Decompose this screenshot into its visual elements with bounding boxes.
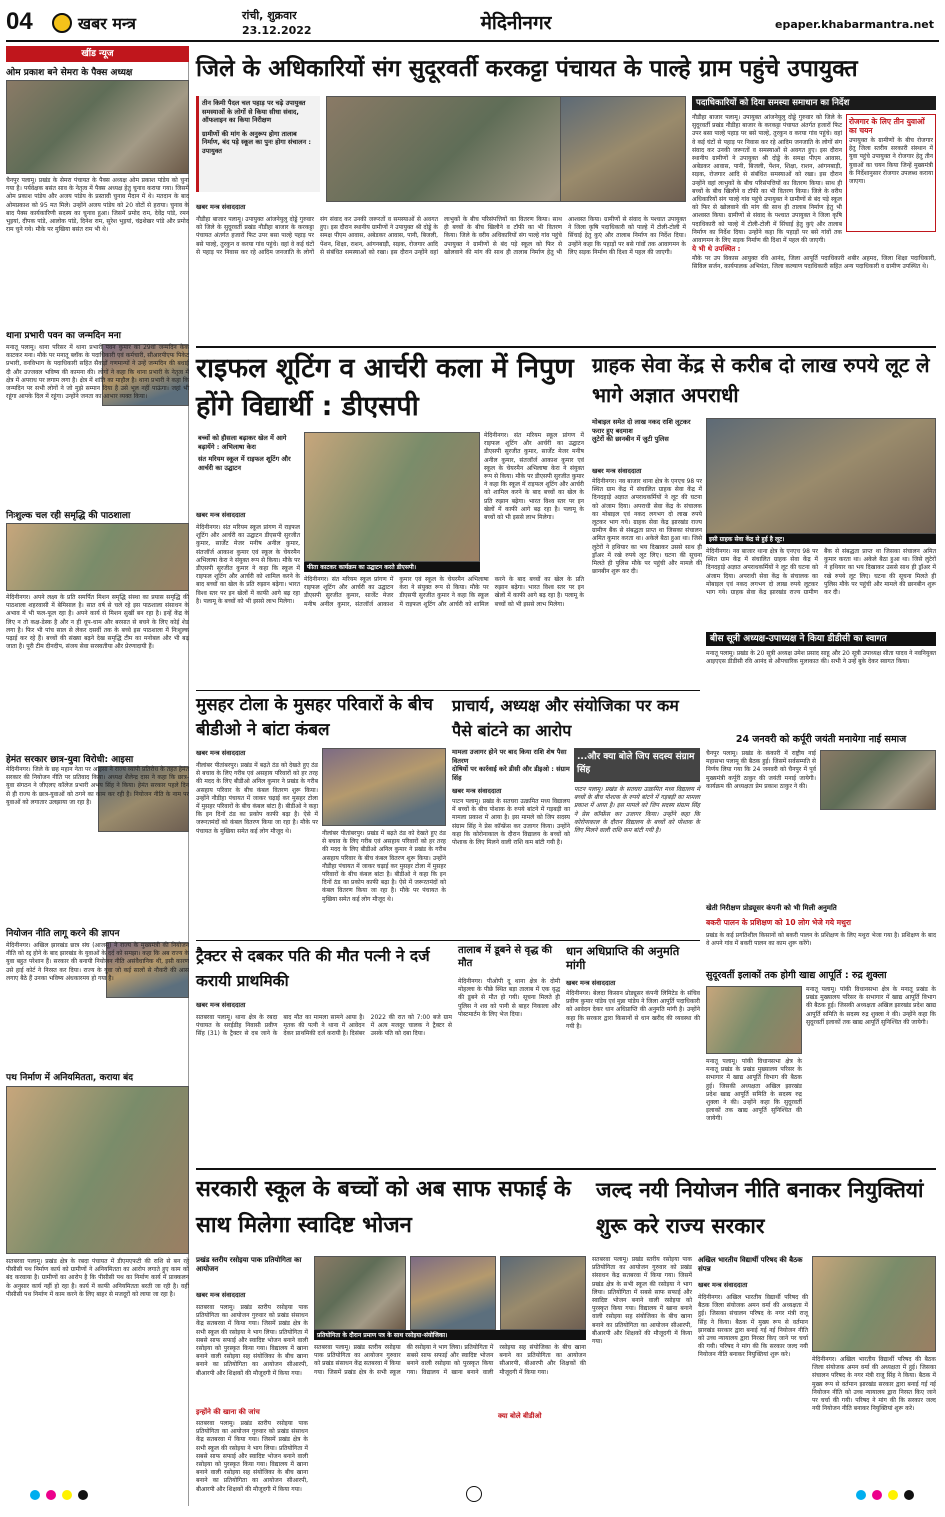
loot-headline: ग्राहक सेवा केंद्र से करीब दो लाख रुपये लूट ले भागे अज्ञात अपराधी: [592, 353, 930, 407]
school-body-4: सतबरवा पलामू। प्रखंड स्तरीय रसोइया पाक प्रतियोगिता का आयोजन गुरुवार को प्रखंड संसाधन केंद्र सतबरवा में किया गया। जिसमें प्रखंड क्षेत्र के सभी स्कूल की रसोइया ने भाग लिया। प्रतियोगिता में सबसे साफ सफाई और स्वादिष्ट भोजन बनाने वाली रसोइया को पुरस्कृत किया गया। विद्यालय में खाना बनाने वाली रसोइया सह संयोजिका के बीच खाना बनाने का प्रतियोगिता का आयोजन सीआरपी, बीआरपी और शिक्षकों की मौजूदगी में किया गया।: [592, 1256, 692, 1346]
pond-headline: तालाब में डूबने से वृद्ध की मौत: [458, 945, 552, 969]
header-city-day: रांची, शुक्रवार: [242, 9, 297, 22]
loot-bullets: [592, 418, 702, 464]
story3-body: मेदिनीनगर। अपने लक्ष्य के प्रति समर्पित मिशन समृद्धि संस्था का प्रयास समृद्धि की पाठशाला शहरवासी में बेमिसाल है। सात वर्ष से चले रहे इस पाठशाला संसाधन के अभाव में भी फल-फूल रहा है। अपने कार्य से मिशन सुर्खी बन रहा है। इन्हें केंद्र के लिए न तो कक्ष-डेस्क है और न ही धूप-धाम और बरसात से बचने के लिए कोई शेड लगा है। फिर भी पांच साल से लेकर दसवीं तक के बच्चे इस पाठशाला में निःशुल्क पढ़ाई कर रहे हैं। बच्चों की संख्या बढ़ने देख समृद्धि टीम का मनोबल और भी बढ़ जाता है। पूरी टीम दीनदीप, संजय सेवा सरस्वतीया और प्रेरणादायी हैं।: [6, 594, 189, 651]
blanket-photo: [322, 748, 446, 826]
school-sub-2: क्या बोले बीडीओ: [498, 1412, 586, 1422]
top-story-sidebox: [846, 114, 936, 232]
blanket-dateline: खबर मन्त्र संवाददाता: [196, 749, 246, 757]
ration-body-2: मनातू पलामू। पांकी विधानसभा क्षेत्र के मनातू प्रखंड के प्रखंड मुख्यालय परिसर के सभागार में खाद्य आपूर्ति विभाग की बैठक हुई। जिसकी अध्यक्षता अखिल झारखंड प्रदेश खाद्य आपूर्ति समिति के सदस्य रुद्र शुक्ला ने की। उन्होंने कहा कि सुदूरवर्ती इलाकों तक खाद्य आपूर्ति सुनिश्चित की जायेगी।: [706, 1058, 802, 1123]
meeting-headline: बीस सूत्री अध्यक्ष-उपाध्यक्ष ने किया डीडीसी का स्वागत: [706, 632, 936, 646]
pond-body: मेदिनीनगर। पीओपी दू थाना क्षेत्र के दोमी मोहल्ला के पीछे स्थित बड़ा तालाब में एक वृद्ध की डूबने से मौत हो गयी। सूचना मिलते ही पुलिस ने शव को पानी से बाहर निकाला और पोस्टमार्टम के लिए भेज दिया।: [458, 978, 560, 1018]
policy-photo: [812, 1256, 936, 1352]
principal-headline: प्राचार्य, अध्यक्ष और संयोजिका पर कम पैसे बांटने का आरोप: [452, 696, 679, 740]
meeting-body: मनातू पलामू। प्रखंड के 20 सूत्री अध्यक्ष उमेश प्रसाद साहू और 20 सूत्री उपाध्यक्ष सीता यादव ने नवनियुक्त आइएएस डीडीसी रवि आनंद से औपचारिक मुलाकात की। सभी ने उन्हें बुके देकर स्वागत किया।: [706, 650, 936, 666]
loot-photo: [706, 418, 936, 534]
story1-headline: ओम प्रकाश बने सेमरा के पैक्स अध्यक्ष: [6, 68, 133, 78]
registration-dot-black: [78, 1490, 88, 1500]
ration-headline: सुदूरवर्ती इलाकों तक होगी खाद्य आपूर्ति : रुद्र शुक्ला: [706, 970, 887, 981]
registration-crosshair-icon: [466, 1486, 482, 1502]
policy-bullet: अखिल भारतीय विद्यार्थी परिषद की बैठक संपन्न: [698, 1256, 803, 1273]
paddy-headline: धान अधिप्राप्ति की अनुमति मांगी: [566, 944, 680, 972]
principal-body: पाटन पलामू। प्रखंड के सतघरा उत्क्रमित मध्य विद्यालय में बच्चों के बीच पोशाक के रुपये बांटने में गड़बड़ी का मामला प्रकाश में आया है। इस मामले को जिप सदस्य संग्राम सिंह ने प्रेस कॉन्फ्रेंस कर उजागर किया। उन्होंने कहा कि कोरोनाकाल के दौरान विद्यालय के बच्चों को पोशाक के लिए मिलने वाली राशि कम बांटी गयी है।: [452, 798, 570, 847]
training-body: प्रखंड के कई प्रगतिशील किसानों को बकरी पालन के प्रशिक्षण के लिए मथुरा भेजा गया है। प्रशिक्षण के बाद वे अपने गांव में बकरी पालन का काम शुरू करेंगे।: [706, 932, 936, 948]
section-label: खींड न्यूज: [6, 46, 189, 62]
karpoori-body: चैनपुर पलामू। प्रखंड के कंकारी में राष्ट्रीय नाई महासभा पलामू की बैठक हुई। जिसमें सर्वसम्मति से निर्णय लिया गया कि 24 जनवरी को चैनपुर में पूर्व मुख्यमंत्री कर्पूरी ठाकुर की जयंती मनाई जायेगी। कार्यक्रम की अध्यक्षता प्रेम प्रकाश ठाकुर ने की।: [706, 750, 816, 790]
school-dateline: खबर मन्त्र संवाददाता: [196, 1291, 246, 1299]
principal-dateline: खबर मन्त्र संवाददाता: [452, 787, 502, 795]
archery-body-side: मेदिनीनगर। संत मरियम स्कूल प्रांगण में राइफल शूटिंग और आर्चरी का उद्घाटन डीएसपी सुरजीत कुमार, सार्जेंट मेजर मनीष अनील कुमार, संतजॉर्ज आकाश कुमार एवं स्कूल के चेयरमैन अभिलाषा केरा ने संयुक्त रूप से किया। मौके पर डीएसपी सुरजीत कुमार ने कहा कि स्कूल में राइफल शूटिंग और आर्चरी को शामिल करने के बाद बच्चों का खेल के प्रति रुझान बढ़ेगा। भारत विश्व स्तर पर इन खेलों में काफी आगे बढ़ रहा है। पलामू के बच्चों को भी इससे लाभ मिलेगा।: [484, 432, 584, 522]
story4-headline: हेमंत सरकार छात्र-युवा विरोधी: आइसा: [6, 755, 134, 765]
top-story-body: नौडीहा बाजार पलामू। उपायुक्त आंजनेयुलु दोड्डे गुरुवार को जिले के सुदूरवर्ती प्रखंड नौडीहा बाजार के करकट्टा पंचायत अंतर्गत हजारों फिट उपर बसा पाल्हे पहाड़ पर बसे पाल्हे, तुरकुन व करया गांव पहुंचे। वहां वे कई घंटों से पहाड़ पर निवास कर रहे आदिम जनजाति के लोगों संग संवाद कर उनकी जरूरतों व समस्याओं से अवगत हुए। इस दौरान स्थानीय ग्रामीणों ने उपायुक्त श्री दोड्डे के समक्ष पीएम आवास, अबेडकर आवास, पानी, बिजली, पेंशन, शिक्षा, राशन, आंगनबाड़ी, सड़क, रोजगार आदि से संबंधित समस्याओं को रखा। इस दौरान उन्होंने वहां लाभुकों के बीच परिसंपत्तियों का वितरण किया। साथ ही बच्चों के बीच खिलौने व टॉफी का भी वितरण किया। जिले के वरीय अधिकारियों संग पाल्हे गांव पहुंचे उपायुक्त ने ग्रामीणों से बंद पड़े स्कूल को फिर से खोलवाने की मांग की साथ ही तालाब निर्माण हेतु भी आश्वस्त किया। ग्रामीणों से संवाद के पश्चात उपायुक्त ने जिला कृषि पदाधिकारी को पाल्हे में टोली-टोली में सिंचाई हेतु कुएं और तालाब निर्माण का निर्देश दिया। उन्होंने कहा कि पहाड़ों पर बसे गांवों तक आवागमन के लिए सड़क निर्माण की दिशा में पहल की जाएगी।: [196, 216, 686, 256]
blanket-body: नीलांबर पीतांबरपुर। प्रखंड में बढ़ते ठंड को देखते हुए ठंड से बचाव के लिए गरीब एवं असहाय परिवारों को हर तरह की मदद के लिए बीडीओ अनिल कुमार ने प्रखंड के गरीब असहाय परिवार के बीच कंबल वितरण शुरू किया। उन्होंने नौडीहा पंचायत में जाकर चढ़ाई कर मुसहर टोला में मुसहर परिवारों के बीच कंबल बांटा है। बीडीओ ने कहा कि इन दिनों ठंड का प्रकोप काफी बढ़ा है। ऐसे में जरूरतमंदों को कंबल वितरण किया जा रहा है। मौके पर पंचायत के मुखिया समेत कई लोग मौजूद थे।: [196, 762, 318, 835]
blanket-body-2: नीलांबर पीतांबरपुर। प्रखंड में बढ़ते ठंड को देखते हुए ठंड से बचाव के लिए गरीब एवं असहाय परिवारों को हर तरह की मदद के लिए बीडीओ अनिल कुमार ने प्रखंड के गरीब असहाय परिवार के बीच कंबल वितरण शुरू किया। उन्होंने नौडीहा पंचायत में जाकर चढ़ाई कर मुसहर टोला में मुसहर परिवारों के बीच कंबल बांटा है। बीडीओ ने कहा कि इन दिनों ठंड का प्रकोप काफी बढ़ा है। ऐसे में जरूरतमंदों को कंबल वितरण किया जा रहा है। मौके पर पंचायत के मुखिया समेत कई लोग मौजूद थे।: [322, 830, 446, 903]
brand-logo-icon: [52, 13, 72, 33]
blanket-headline: मुसहर टोला के मुसहर परिवारों के बीच बीडीओ ने बांटा कंबल: [196, 695, 433, 740]
principal-bullet-2: दोषियों पर कार्रवाई करे डीसी और डीइओ : संग्राम सिंह: [452, 765, 570, 782]
policy-body: मेदिनीनगर। अखिल भारतीय विद्यार्थी परिषद की बैठक जिला संयोजक अमन वर्मा की अध्यक्षता में हुई। जिसका संचालन परिषद के नगर मंत्री राजू सिंह ने किया। बैठक में मुख्य रूप से वर्तमान झारखंड सरकार द्वारा बनाई गई नई नियोजन नीति को उच्च न्यायालय द्वारा निरस्त किए जाने पर चर्चा की गयी। परिषद ने मांग की कि सरकार जल्द नयी नियोजन नीति बनाकर नियुक्तियां शुरू करे।: [698, 1294, 808, 1359]
edition-name: मेदिनीनगर: [480, 12, 552, 34]
registration-dot-magenta-2: [872, 1490, 882, 1500]
loot-caption: इसी ग्राहक सेवा केंद्र से हुई है लूट।: [706, 534, 936, 544]
tractor-body: सतबरवा पलामू। थाना क्षेत्र के रबदा पंचायत के सरईडीह निवासी प्रवीण सिंह (31) के ट्रैक्टर से दब जाने के बाद मौत का मामला सामने आया है। मृतक की पत्नी ने थाना में आवेदन देकर प्राथमिकी दर्ज करायी है। दिसंबर 2022 की रात को 7:00 बजे ग्राम में अत्य मजदूर चालक ने ट्रैक्टर से उसके पति को दबा दिया।: [196, 1014, 452, 1038]
divider-2: [196, 690, 700, 691]
karpoori-headline: 24 जनवरी को कर्पूरी जयंती मनायेगा नाई समाज: [735, 734, 907, 745]
loot-body-left: मेदिनीनगर। नव बाजार थाना क्षेत्र के एनएच 98 पर स्थित ग्राम केंद्र में संचालित ग्राहक सेवा केंद्र में दिनदहाड़े अज्ञात अपराधकर्मियों ने लूट की घटना को अंजाम दिया। अपराधी सेवा केंद्र के संचालक का मोबाइल एवं नकद लगभग दो लाख रुपये लूटकर भाग गये। ग्राहक सेवा केंद्र झारखंड राज्य ग्रामीण बैंक से संबद्धता प्राप्त था जिसका संचालन अमित कुमार करता था। अकेले बैठा हुआ था। जिसे लुटेरों ने हथियार का भय दिखाकर उससे साथ ही ड्रॉअर में रखे रुपये लूट लिए। घटना की सूचना मिलते ही पुलिस मौके पर पहुंची और मामले की छानबीन शुरू कर दी।: [592, 478, 702, 576]
school-photo-2: [410, 1256, 496, 1330]
divider-3: [196, 940, 700, 941]
story2-headline: थाना प्रभारी पवन का जन्मदिन मना: [6, 331, 121, 341]
registration-dot-cyan: [30, 1490, 40, 1500]
page-header: [6, 4, 939, 42]
school-photo-3: [500, 1256, 586, 1330]
school-photo-1: [314, 1256, 406, 1330]
story4-body: मेदिनीनगर। जिले के छह महान नेता पर आइसा ने राज्य व्यापी प्रतिरोध के तहत हेमंत सरकार की नियोजन नीति पर प्रतिवाद किया। अध्यक्ष शैलेन्द्र दास ने कहा कि छात्र-युवा संगठन ने जीएलए कॉलेज प्रभारी अभय सिंह ने किया। हेमंत सरकार पहले दिन से ही राज्य के छात्र-युवाओं को ठगने का काम कर रही है। नियोजन नीति के नाम पर युवाओं को लगातार उलझाया जा रहा है।: [6, 766, 189, 806]
tractor-dateline: खबर मन्त्र संवाददाता: [196, 1001, 246, 1009]
top-story-extra: [692, 236, 936, 344]
registration-dot-yellow: [62, 1490, 72, 1500]
brand-name: खबर मन्त्र: [78, 14, 136, 33]
policy-headline: जल्द नयी नियोजन नीति बनाकर नियुक्तियां शुरू करे राज्य सरकार: [596, 1178, 924, 1238]
extra-body: मौके पर उप विकास आयुक्त रवि आनंद, जिला आपूर्ति पदाधिकारी शबीर अहमद, जिला शिक्षा पदाधिकारी, सिविल सर्जन, कार्यपालक अभियंता, जिला कल्याण पदाधिकारी सहित अन्य पदाधिकारी व ग्रामीण उपस्थित थे।: [692, 255, 936, 271]
school-caption: प्रतियोगिता के दौरान प्रमाण पत्र के साथ रसोइया-संयोजिका।: [314, 1330, 586, 1340]
training-sub: बकरी पालन के प्रशिक्षण को 10 लोग भेजे गये मथुरा: [706, 918, 851, 927]
training-bullet: खेती निरीक्षण प्रोड्यूसर कंपनी को भी मिली अनुमति: [706, 904, 837, 912]
school-headline: सरकारी स्कूल के बच्चों को अब साफ सफाई के साथ मिलेगा स्वादिष्ट भोजन: [196, 1177, 571, 1238]
archery-bullets: [196, 432, 300, 506]
extra-title: ये भी थे उपस्थित :: [692, 245, 741, 253]
divider-1: [196, 346, 936, 348]
school-body-1: सतबरवा पलामू। प्रखंड स्तरीय रसोइया पाक प्रतियोगिता का आयोजन गुरुवार को प्रखंड संसाधन केंद्र सतबरवा में किया गया। जिसमें प्रखंड क्षेत्र के सभी स्कूल की रसोइया ने भाग लिया। प्रतियोगिता में सबसे साफ सफाई और स्वादिष्ट भोजन बनाने वाली रसोइया को पुरस्कृत किया गया। विद्यालय में खाना बनाने वाली रसोइया सह संयोजिका के बीच खाना बनाने का प्रतियोगिता का आयोजन सीआरपी, बीआरपी और शिक्षकों की मौजूदगी में किया गया।: [196, 1304, 308, 1377]
registration-dot-black-2: [904, 1490, 914, 1500]
story5-body: मेदिनीनगर। अखिल झारखंड छात्र संघ (आजसू) ने राज्य के मुख्यमंत्री की नियोजन नीति को रद्द होने के बाद झारखंड के युवाओं के दर्द को समझा। कहा कि अब राज्य के युवा बहुत परेशान हैं। सरकार की बनायी नियोजन नीति असंवैधानिक थी, इसी कारण उसे हाई कोर्ट ने निरस्त कर दिया। राज्य के युवा जो कई सालों से नौकरी की आस लगाए बैठे हैं उनका भविष्य अंधकारमय हो गया है।: [6, 942, 189, 982]
registration-dot-yellow-2: [888, 1490, 898, 1500]
loot-dateline: खबर मन्त्र संवाददाता: [592, 467, 642, 475]
archery-headline: राइफल शूटिंग व आर्चरी कला में निपुण होंगे विद्यार्थी : डीएसपी: [196, 353, 574, 422]
tractor-headline: ट्रैक्टर से दबकर पति की मौत पत्नी ने दर्ज करायी प्राथमिकी: [196, 947, 430, 990]
archery-body-right: मेदिनीनगर। संत मरियम स्कूल प्रांगण में राइफल शूटिंग और आर्चरी का उद्घाटन डीएसपी सुरजीत कुमार, सार्जेंट मेजर मनीष अनील कुमार, संतजॉर्ज आकाश कुमार एवं स्कूल के चेयरमैन अभिलाषा केरा ने संयुक्त रूप से किया। मौके पर डीएसपी सुरजीत कुमार ने कहा कि स्कूल में राइफल शूटिंग और आर्चरी को शामिल करने के बाद बच्चों का खेल के प्रति रुझान बढ़ेगा। भारत विश्व स्तर पर इन खेलों में काफी आगे बढ़ रहा है। पलामू के बच्चों को भी इससे लाभ मिलेगा।: [304, 576, 584, 608]
website-link[interactable]: epaper.khabarmantra.net: [775, 18, 934, 31]
top-story-subhead-body: नौडीहा बाजार पलामू। उपायुक्त आंजनेयुलु दोड्डे गुरुवार को जिले के सुदूरवर्ती प्रखंड नौडीहा बाजार के करकट्टा पंचायत अंतर्गत हजारों फिट उपर बसा पाल्हे पहाड़ पर बसे पाल्हे, तुरकुन व करया गांव पहुंचे। वहां वे कई घंटों से पहाड़ पर निवास कर रहे आदिम जनजाति के लोगों संग संवाद कर उनकी जरूरतों व समस्याओं से अवगत हुए। इस दौरान स्थानीय ग्रामीणों ने उपायुक्त श्री दोड्डे के समक्ष पीएम आवास, अबेडकर आवास, पानी, बिजली, पेंशन, शिक्षा, राशन, आंगनबाड़ी, सड़क, रोजगार आदि से संबंधित समस्याओं को रखा। इस दौरान उन्होंने वहां लाभुकों के बीच परिसंपत्तियों का वितरण किया। साथ ही बच्चों के बीच खिलौने व टॉफी का भी वितरण किया। जिले के वरीय अधिकारियों संग पाल्हे गांव पहुंचे उपायुक्त ने ग्रामीणों से बंद पड़े स्कूल को फिर से खोलवाने की मांग की साथ ही तालाब निर्माण हेतु भी आश्वस्त किया। ग्रामीणों से संवाद के पश्चात उपायुक्त ने जिला कृषि पदाधिकारी को पाल्हे में टोली-टोली में सिंचाई हेतु कुएं और तालाब निर्माण का निर्देश दिया। उन्होंने कहा कि पहाड़ों पर बसे गांवों तक आवागमन के लिए सड़क निर्माण की दिशा में पहल की जाएगी।: [692, 114, 842, 245]
registration-dot-cyan-2: [856, 1490, 866, 1500]
top-story-headline: जिले के अधिकारियों संग सुदूरवर्ती करकट्टा पंचायत के पाल्हे ग्राम पहुंचे उपायुक्त: [196, 56, 858, 82]
loot-bullet-2: लुटेरों की छानबीन में जुटी पुलिस: [592, 435, 669, 443]
left-column: [6, 46, 189, 1506]
school-sub-1: इन्होंने की खाना की जांच: [196, 1408, 260, 1416]
top-story-bullet-2: ग्रामीणों की मांग के अनुरूप होगा तालाब निर्माण, बंद पड़े स्कूल का पुनः होगा संचालन : उपायुक्त: [202, 129, 311, 155]
paddy-dateline: खबर मन्त्र संवाददाता: [566, 979, 616, 987]
school-body-3: सतबरवा पलामू। प्रखंड स्तरीय रसोइया पाक प्रतियोगिता का आयोजन गुरुवार को प्रखंड संसाधन केंद्र सतबरवा में किया गया। जिसमें प्रखंड क्षेत्र के सभी स्कूल की रसोइया ने भाग लिया। प्रतियोगिता में सबसे साफ सफाई और स्वादिष्ट भोजन बनाने वाली रसोइया को पुरस्कृत किया गया। विद्यालय में खाना बनाने वाली रसोइया सह संयोजिका के बीच खाना बनाने का प्रतियोगिता का आयोजन सीआरपी, बीआरपी और शिक्षकों की मौजूदगी में किया गया।: [314, 1344, 586, 1376]
principal-bullets: [452, 748, 570, 784]
header-date: 23.12.2022: [242, 24, 312, 37]
principal-bullet-1: मामला उजागर होने पर बाद किया राशि शेष पैसा वितरण: [452, 748, 567, 765]
archery-caption: फीता काटकर कार्यक्रम का उद्घाटन करते डीएसपी।: [304, 562, 480, 572]
story6-photo: [6, 1086, 189, 1254]
top-story-bullet-1: तीन किमी पैदल चल पहाड़ पर चढ़े उपायुक्त समस्याओं के लोगों से किया सीधा संवाद, ऑफलाइन का किया निरीक्षण: [202, 99, 306, 124]
story6-body: सतबरवा पलामू। प्रखंड क्षेत्र के रबदा पंचायत में डीएमएफटी की राशि से बन रहे पीसीसी पथ निर्माण कार्य को ग्रामीणों ने अनियमितता का आरोप लगाते हुए काम को बंद करवाया है। ग्रामीणों का आरोप है कि पीसीसी पथ का निर्माण कार्य में प्राक्कलन के अनुसार कार्य नहीं हो रहा है। कार्य में काफी अनियमितता बरती जा रही है। वहीं पीसीसी पथ निर्माण में काम करने के लिए बाहर से मजदूरों को लाया जा रहा है।: [6, 1258, 189, 1298]
ration-body: मनातू पलामू। पांकी विधानसभा क्षेत्र के मनातू प्रखंड के प्रखंड मुख्यालय परिसर के सभागार में खाद्य आपूर्ति विभाग की बैठक हुई। जिसकी अध्यक्षता अखिल झारखंड प्रदेश खाद्य आपूर्ति समिति के सदस्य रुद्र शुक्ला ने की। उन्होंने कहा कि सुदूरवर्ती इलाकों तक खाद्य आपूर्ति सुनिश्चित की जायेगी।: [806, 986, 936, 1026]
school-body-2: सतबरवा पलामू। प्रखंड स्तरीय रसोइया पाक प्रतियोगिता का आयोजन गुरुवार को प्रखंड संसाधन केंद्र सतबरवा में किया गया। जिसमें प्रखंड क्षेत्र के सभी स्कूल की रसोइया ने भाग लिया। प्रतियोगिता में सबसे साफ सफाई और स्वादिष्ट भोजन बनाने वाली रसोइया को पुरस्कृत किया गया। विद्यालय में खाना बनाने वाली रसोइया सह संयोजिका के बीच खाना बनाने का प्रतियोगिता का आयोजन सीआरपी, बीआरपी और शिक्षकों की मौजूदगी में किया गया।: [196, 1420, 308, 1493]
principal-sidebox-body: पाटन पलामू। प्रखंड के सतघरा उत्क्रमित मध्य विद्यालय में बच्चों के बीच पोशाक के रुपये बांटने में गड़बड़ी का मामला प्रकाश में आया है। इस मामले को जिप सदस्य संग्राम सिंह ने प्रेस कॉन्फ्रेंस कर उजागर किया। उन्होंने कहा कि कोरोनाकाल के दौरान विद्यालय के बच्चों को पोशाक के लिए मिलने वाली राशि कम बांटी गयी है।: [574, 786, 700, 835]
sidebox-body: उपायुक्त के ग्रामीणों के बीच रोजगार हेतु जिला स्तरीय सरकारी संस्थान में युवा पहुंचे उपायुक्त ने रोजगार हेतु तीन युवाओं का चयन किया जिन्हें मुख्यमंत्री के निर्देशानुसार रोजगार उपलब्ध कराया जाएगा।: [849, 137, 933, 186]
story3-headline: निःशुल्क चल रही समृद्धि की पाठशाला: [6, 511, 131, 521]
loot-bullet-1: मोबाइल समेत दो लाख नकद राशि लूटकर फरार हुए बदमाश: [592, 418, 691, 435]
karpoori-photo: [820, 750, 936, 810]
archery-photo: [304, 432, 480, 562]
policy-body-2: मेदिनीनगर। अखिल भारतीय विद्यार्थी परिषद की बैठक जिला संयोजक अमन वर्मा की अध्यक्षता में हुई। जिसका संचालन परिषद के नगर मंत्री राजू सिंह ने किया। बैठक में मुख्य रूप से वर्तमान झारखंड सरकार द्वारा बनाई गई नई नियोजन नीति को उच्च न्यायालय द्वारा निरस्त किए जाने पर चर्चा की गयी। परिषद ने मांग की कि सरकार जल्द नयी नियोजन नीति बनाकर नियुक्तियां शुरू करे।: [812, 1356, 936, 1413]
top-story-dateline: खबर मन्त्र संवाददाता: [196, 203, 246, 211]
top-story-bullet-box: [196, 96, 320, 192]
story3-photo: [6, 523, 189, 591]
top-story-subhead: पदाधिकारियों को दिया समस्या समाधान का निर्देश: [692, 96, 936, 110]
story1-photo: [6, 80, 189, 174]
print-registration-marks: [0, 1480, 945, 1510]
top-story-photo-side: [560, 96, 686, 202]
registration-dot-magenta: [46, 1490, 56, 1500]
archery-body-left: मेदिनीनगर। संत मरियम स्कूल प्रांगण में राइफल शूटिंग और आर्चरी का उद्घाटन डीएसपी सुरजीत कुमार, सार्जेंट मेजर मनीष अनील कुमार, संतजॉर्ज आकाश कुमार एवं स्कूल के चेयरमैन अभिलाषा केरा ने संयुक्त रूप से किया। मौके पर डीएसपी सुरजीत कुमार ने कहा कि स्कूल में राइफल शूटिंग और आर्चरी को शामिल करने के बाद बच्चों का खेल के प्रति रुझान बढ़ेगा। भारत विश्व स्तर पर इन खेलों में काफी आगे बढ़ रहा है। पलामू के बच्चों को भी इससे लाभ मिलेगा।: [196, 524, 300, 605]
loot-body-right: मेदिनीनगर। नव बाजार थाना क्षेत्र के एनएच 98 पर स्थित ग्राम केंद्र में संचालित ग्राहक सेवा केंद्र में दिनदहाड़े अज्ञात अपराधकर्मियों ने लूट की घटना को अंजाम दिया। अपराधी सेवा केंद्र के संचालक का मोबाइल एवं नकद लगभग दो लाख रुपये लूटकर भाग गये। ग्राहक सेवा केंद्र झारखंड राज्य ग्रामीण बैंक से संबद्धता प्राप्त था जिसका संचालन अमित कुमार करता था। अकेले बैठा हुआ था। जिसे लुटेरों ने हथियार का भय दिखाकर उससे साथ ही ड्रॉअर में रखे रुपये लूट लिए। घटना की सूचना मिलते ही पुलिस मौके पर पहुंची और मामले की छानबीन शुरू कर दी।: [706, 548, 936, 597]
archery-bullet-1: बच्चों को हौसला बढ़ाकर खेल में आगे बढ़ायेंगे : अभिलाषा केरा: [198, 434, 287, 451]
school-bullet: प्रखंड स्तरीय रसोइया पाक प्रतियोगिता का आयोजन: [196, 1256, 302, 1273]
story5-headline: नियोजन नीति लागू करने की ज्ञापन: [6, 929, 120, 939]
principal-sidebox: ...और क्या बोले जिप सदस्य संग्राम सिंह: [574, 748, 700, 782]
archery-dateline: खबर मन्त्र संवाददाता: [196, 511, 246, 519]
divider-4: [196, 1168, 936, 1170]
story6-headline: पथ निर्माण में अनियमितता, कराया बंद: [6, 1073, 133, 1083]
archery-bullet-2: संत मरियम स्कूल में राइफल शूटिंग और आर्चरी का उद्घाटन: [198, 455, 291, 472]
policy-dateline: खबर मन्त्र संवाददाता: [698, 1281, 748, 1289]
story2-body: मनातू पलामू। थाना परिसर में थाना प्रभारी पवन कुमार का 29वां जन्मदिन केक काटकर मना। मौके पर मनातू ब्लॉक के पदाधिकारी एवं कर्मचारी, सीआरपीएफ पिकेट प्रभारी, वनविभाग के पदाधिकारी सहित सैकड़ों गणमान्यों ने उन्हें जन्मदिन की बधाई दी और उज्जवल भविष्य की कामना की। लोगों ने कहा कि थाना प्रभारी के नेतृत्व में क्षेत्र में अपराध पर लगाम लगा है। क्षेत्र में शांति का माहौल है। थाना प्रभारी ने कहा कि जन्मदिन पर सभी लोगों ने जो मुझे सम्मान दिया है उसे भूल नहीं पाऊंगा। जहां भी रहूंगा आपके दिल में रहूंगा। उन्होंने जनता का आभार व्यक्त किया।: [6, 344, 189, 401]
paddy-body: मेदिनीनगर। बेलदा किसान प्रोड्यूसर कंपनी लिमिटेड के संचिव प्रवीण कुमार पांडेय एवं मुन्ना पांडेय ने जिला आपूर्ति पदाधिकारी को आवेदन देकर धान अधिप्राप्ति की अनुमति मांगी है। उन्होंने कहा कि सरकार द्वारा किसानों से धान खरीद की व्यवस्था की गयी है।: [566, 990, 700, 1030]
story1-body: चैनपुर पलामू। प्रखंड के सेमरा पंचायत के पैक्स अध्यक्ष ओम प्रकाश पांडेय को चुना गया है। पर्यवेक्षक बसंत साव के नेतृत्व में पैक्स अध्यक्ष हेतु चुनाव कराया गया। जिसमें ओम प्रकाश पांडेय और अजय पांडेय के प्रस्तावी चुनाव मैदान में थे। मतदान के बाद ओमप्रकाश को 95 मत मिले। उन्होंने अजय पांडेय को 20 वोटों से हराया। चुनाव के बाद पैक्स कार्यकारिणी सदस्य का चुनाव हुआ। जिसमें प्रमोद राम, देवेंद्र पांडे, रमन भुइयां, दीपक पांडे, आलोक पांडे, दिनेश राम, सुरेश भुइयां, चंद्रशेखर पांडे और प्रमोद राम चुने गये। मौके पर मुखिया बसंत राम भी थे।: [6, 177, 189, 234]
sidebox-title: रोजगार के लिए तीन युवाओं का चयन: [849, 117, 925, 135]
ration-photo: [706, 986, 802, 1054]
page-number: 04: [6, 8, 33, 35]
